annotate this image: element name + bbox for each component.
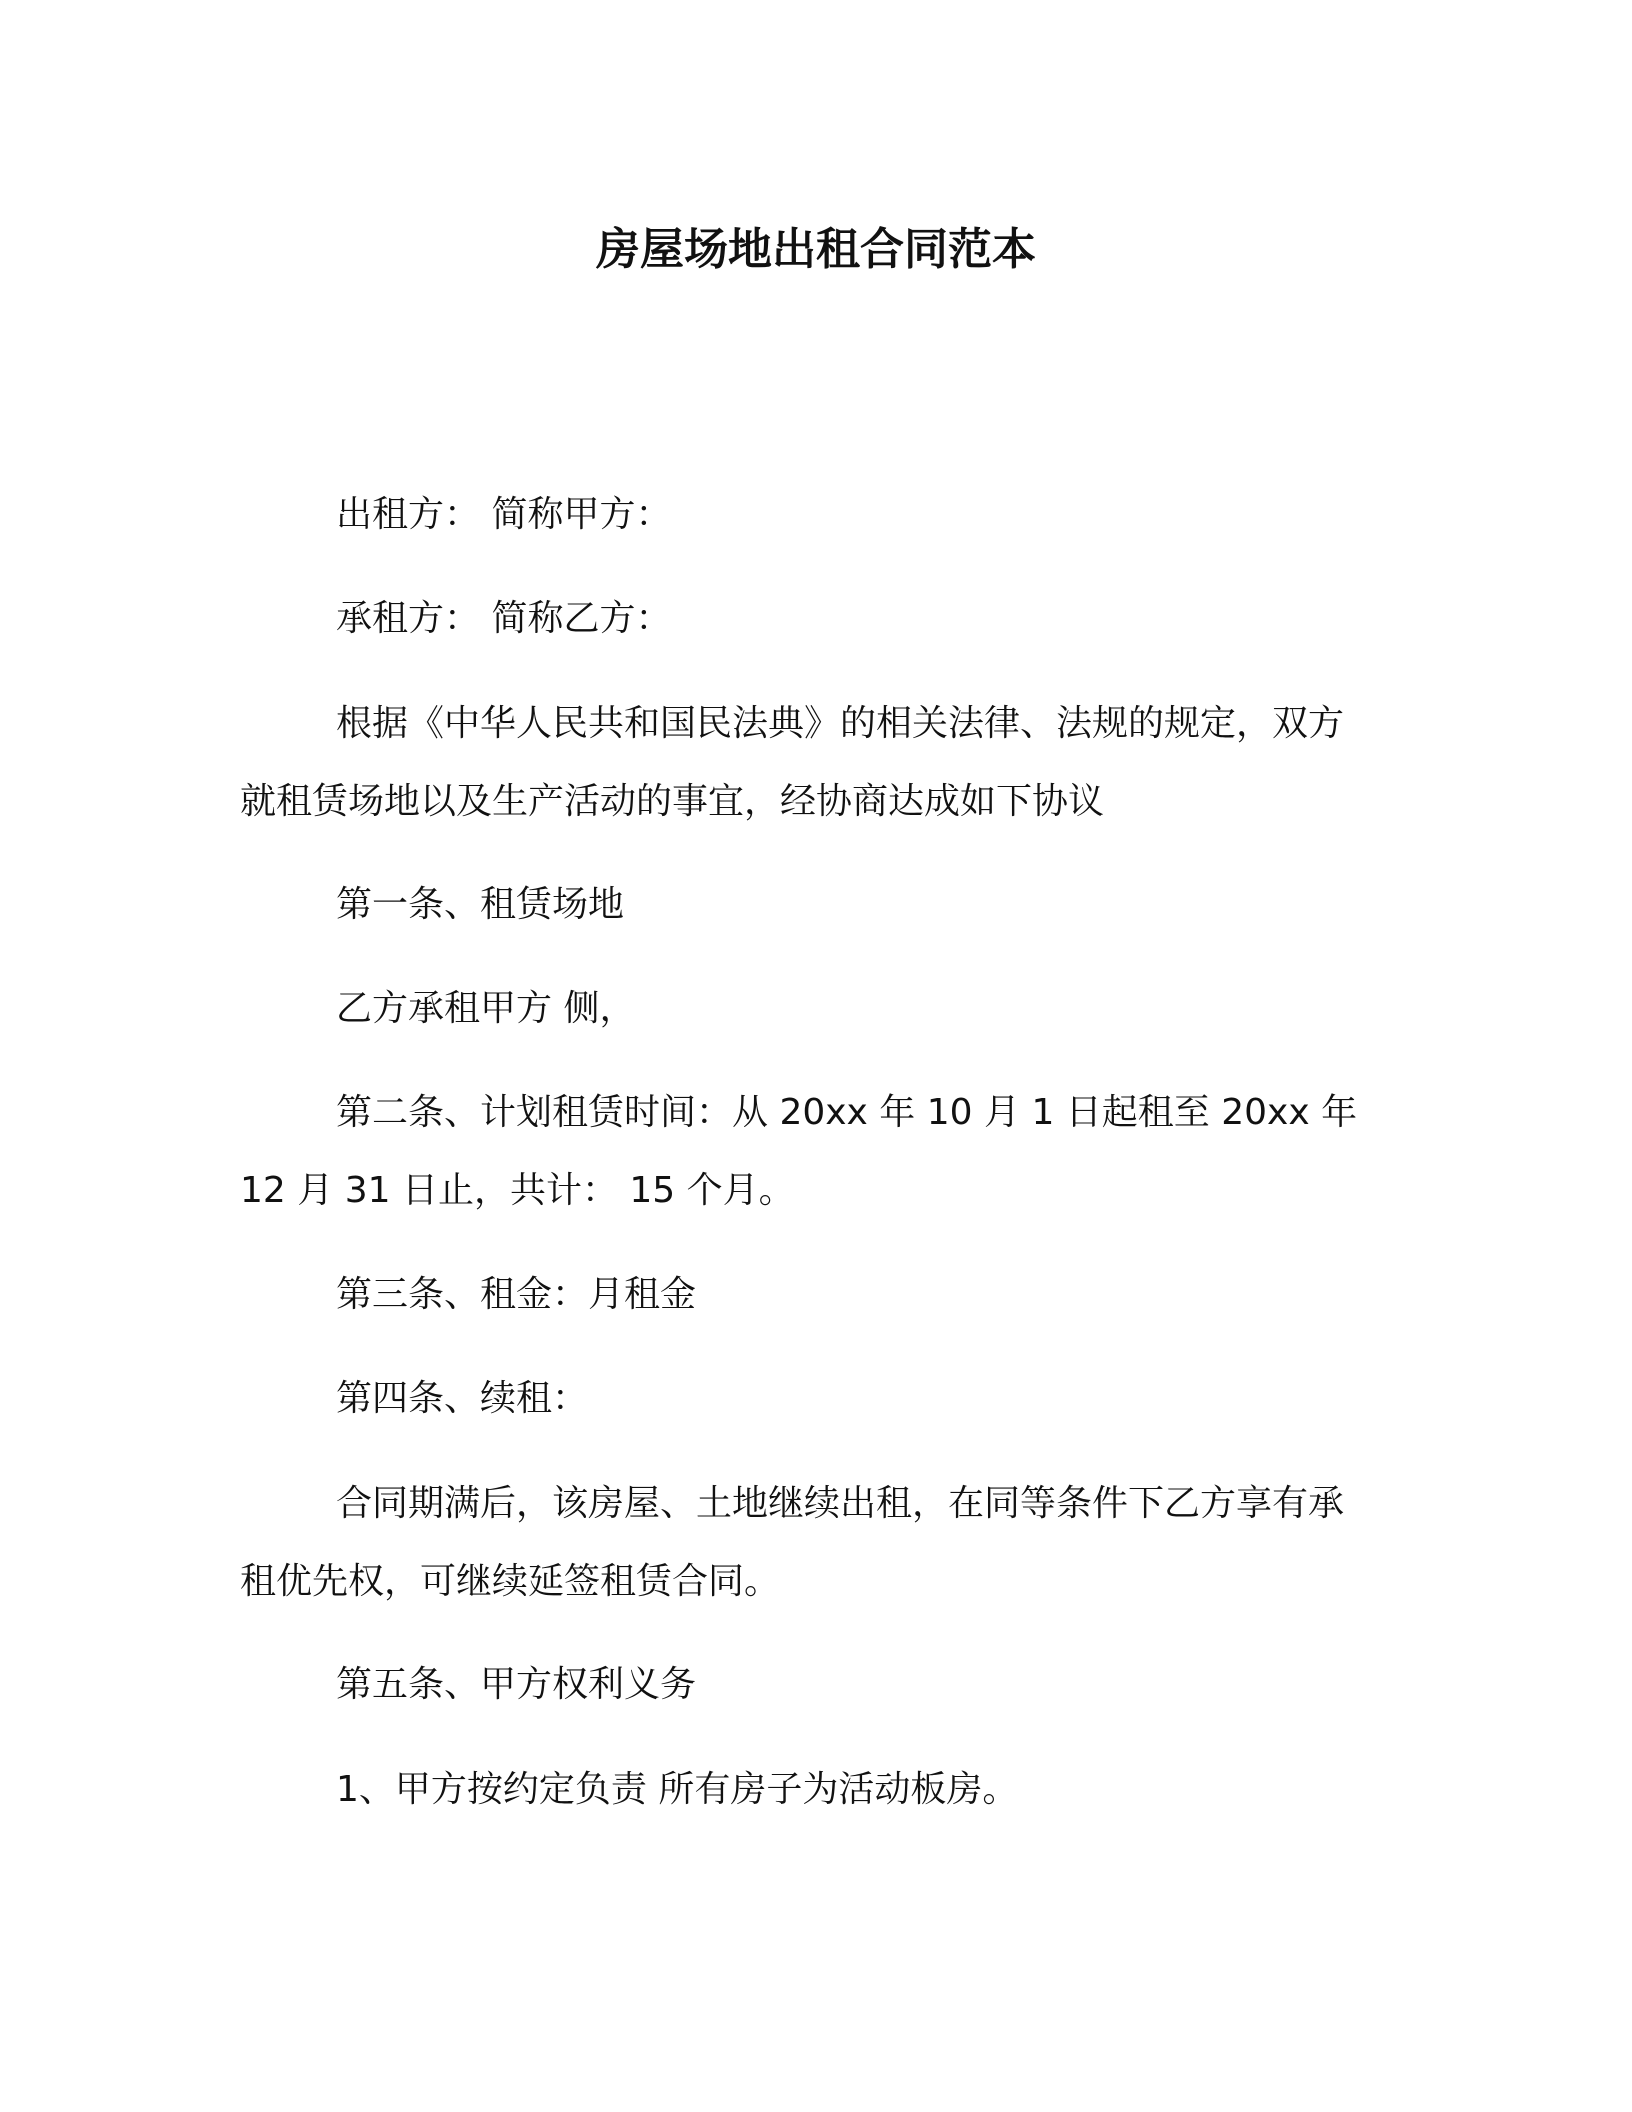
article-5-heading-text: 第五条、甲方权利义务 <box>336 1664 697 1705</box>
article-1-heading-text: 第一条、租赁场地 <box>336 884 625 925</box>
preamble-line-2: 就租赁场地以及生产活动的事宜，经协商达成如下协议 <box>240 781 1105 822</box>
document-title: 房屋场地出租合同范本 <box>596 224 1036 275</box>
article-2-line-1: 第二条、计划租赁时间：从 20xx 年 10 月 1 日起租至 20xx 年 <box>336 1092 1358 1133</box>
article-4-body-line-2: 租优先权，可继续延签租赁合同。 <box>240 1561 781 1602</box>
article-4-heading-text: 第四条、续租： <box>336 1378 589 1419</box>
article-5-heading <box>240 1646 1390 1724</box>
article-3-text: 第三条、租金：月租金 <box>336 1274 697 1315</box>
article-5-item-1-text: 1、甲方按约定负责 所有房子为活动板房。 <box>336 1769 1019 1810</box>
preamble-line-1: 根据《中华人民共和国民法典》的相关法律、法规的规定，双方 <box>336 703 1345 744</box>
article-3-paragraph <box>240 1256 1390 1334</box>
article-1-body-text: 乙方承租甲方 侧， <box>336 988 636 1029</box>
lessor-text: 出租方： 简称甲方： <box>336 494 672 535</box>
lessee-text: 承租方： 简称乙方： <box>336 598 672 639</box>
lessor-line <box>240 476 1390 554</box>
lessee-line <box>240 580 1390 658</box>
article-5-item-1 <box>240 1751 1390 1829</box>
article-4-heading <box>240 1360 1390 1438</box>
article-1-body <box>240 970 1390 1048</box>
article-2-line-2: 12 月 31 日止，共计： 15 个月。 <box>240 1170 795 1211</box>
article-2-paragraph <box>240 1074 1390 1230</box>
article-4-body-line-1: 合同期满后，该房屋、土地继续出租，在同等条件下乙方享有承 <box>336 1483 1345 1524</box>
article-1-heading <box>240 866 1390 944</box>
preamble-paragraph <box>240 685 1390 841</box>
article-4-body <box>240 1465 1390 1621</box>
